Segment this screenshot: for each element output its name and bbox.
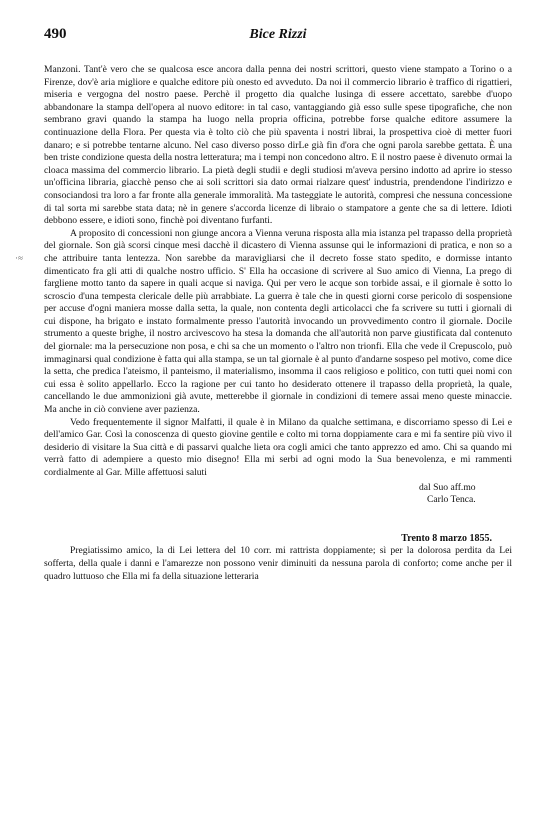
page-number: 490	[44, 26, 67, 42]
paragraph-1: Manzoni. Tant'è vero che se qualcosa esce ancora dalla penna dei nostri scrittori, questo viene stampato a Torino o a Firenze, dov'è aria migliore e qualche editore più onesto ed avveduto. Da noi il commercio librario è traffico di rigattieri, miseria e vergogna del nostro paese. Perchè il progetto dia qualche lusinga di essere accettato, sarebbe d'uopo abbandonare la stampa dell'opera al nuovo editore: in tal caso, vantaggiando già esso sulle spese tipografiche, che non sembrano gravi quando la stampa ha luogo nella propria officina, potrebbe forse qualche editore assumere la continuazione della Flora. Per questa via è tolto ciò che più spaventa i nostri librai, la prospettiva cioè di metter fuori danaro; e si potrebbe tentarne alcuno. Nel caso diverso posso dirLe già fin d'ora che ogni parola sarebbe gettata. È una ben triste condizione questa della nostra letteratura; ma i tempi non concedono altro. E il nostro paese è divenuto ormai la cloaca massima del commercio librario. La pietà degli studii e degli studiosi m'aveva persino indotto ad aprire io stesso un'officina libraria, giacchè penso che ai soli scrittori sia dato ormai rialzare quest' industria, prendendone l'indirizzo e consociandosi tra loro a far fronte alla generale immoralità. Ma tasteggiate le autorità, compresi che nessuna concessione di tal sorta mi sarebbe stata data; nè in genere s'accorda licenze di libraio o stampatore a gente che sa di lettere. Idioti debbono essere, e idioti sono, finchè poi diventano furfanti.	[44, 64, 512, 227]
signature-block	[44, 482, 512, 507]
paragraph-3: Vedo frequentemente il signor Malfatti, il quale è in Milano da qualche settimana, e discorriamo spesso di Lei e dell'amico Gar. Così la conoscenza di questo giovine gentile e colto mi torna doppiamente cara e mi fa sentire più vivo il desiderio di visitare la Sua città e di passarvi qualche lieta ora cogli amici che tanto apprezzo ed amo. Chi sa quando mi verrà fatto di adempiere a questo mio disegno! Ella mi serbi ad ogni modo la Sua benevolenza, e mi rammenti cordialmente al Gar. Mille affettuosi saluti	[44, 416, 512, 478]
letter-body	[44, 64, 512, 583]
signature-closing: dal Suo aff.mo	[419, 481, 476, 493]
page-header	[44, 26, 512, 46]
signature-name: Carlo Tenca.	[427, 494, 476, 506]
letter-dateline: Trento 8 marzo 1855.	[401, 532, 492, 544]
running-title: Bice Rizzi	[249, 27, 307, 42]
margin-mark: ·≈	[15, 253, 23, 263]
next-letter-opening: Pregiatissimo amico, la di Lei lettera del 10 corr. mi rattrista doppiamente; sì per la dolorosa perdita da Lei sofferta, della quale i danni e l'amarezze non possono venir diminuiti da nessuna parola di conforto; come anche per il quadro luttuoso che Ella mi fa della situazione letteraria	[44, 545, 512, 582]
paragraph-2: A proposito di concessioni non giunge ancora a Vienna veruna risposta alla mia istanza pel trapasso della proprietà del giornale. Son già scorsi cinque mesi dacchè il dicastero di Vienna assunse qui le informazioni di pratica, e non so a che attribuire tanta lentezza. Non sarebbe da maravigliarsi che il decreto fosse stato spedito, e dormisse intanto dimenticato fra gli atti di qualche nostro ufficio. S' Ella ha occasione di scrivere al Suo amico di Vienna, La prego di fargliene motto tanto da sapere in quali acque si naviga. Qui per vero le acque son torbide assai, e il giornale è sotto lo scroscio d'una tempesta clericale delle più arrabbiate. La guerra è tale che in questi giorni corse pericolo di sospensione per accuse d'ogni maniera mosse dalla setta, la quale, non contenta degli articolacci che fa scrivere su tutti i giornali di cui dispone, ha brigato e instato formalmente presso l'autorità invocando un provvedimento contro il giornale. Docile strumento a queste brighe, il nostro arcivescovo ha stesa la domanda che all'autorità non parve giustificata dal contenuto del giornale: ma la persecuzione non posa, e chi sa che un momento o l'altro non trionfi. Ella che vede il Crepuscolo, può immaginarsi qual condizione è fatta qui alla stampa, se un tal giornale è al punto d'andarne sospeso pel motivo, come dice la setta, che predica l'ateismo, il panteismo, il materialismo, insomma il caos religioso e politico, con tutti quei nomi con cui essa è solito appellarlo. Ecco la ragione per cui tanto ho desiderato ottenere il trapasso della proprietà, la quale, cancellando le due ammonizioni già avute, metterebbe il giornale in condizioni di temere assai meno queste minaccie. Ma anche in ciò conviene aver pazienza.	[44, 227, 512, 416]
